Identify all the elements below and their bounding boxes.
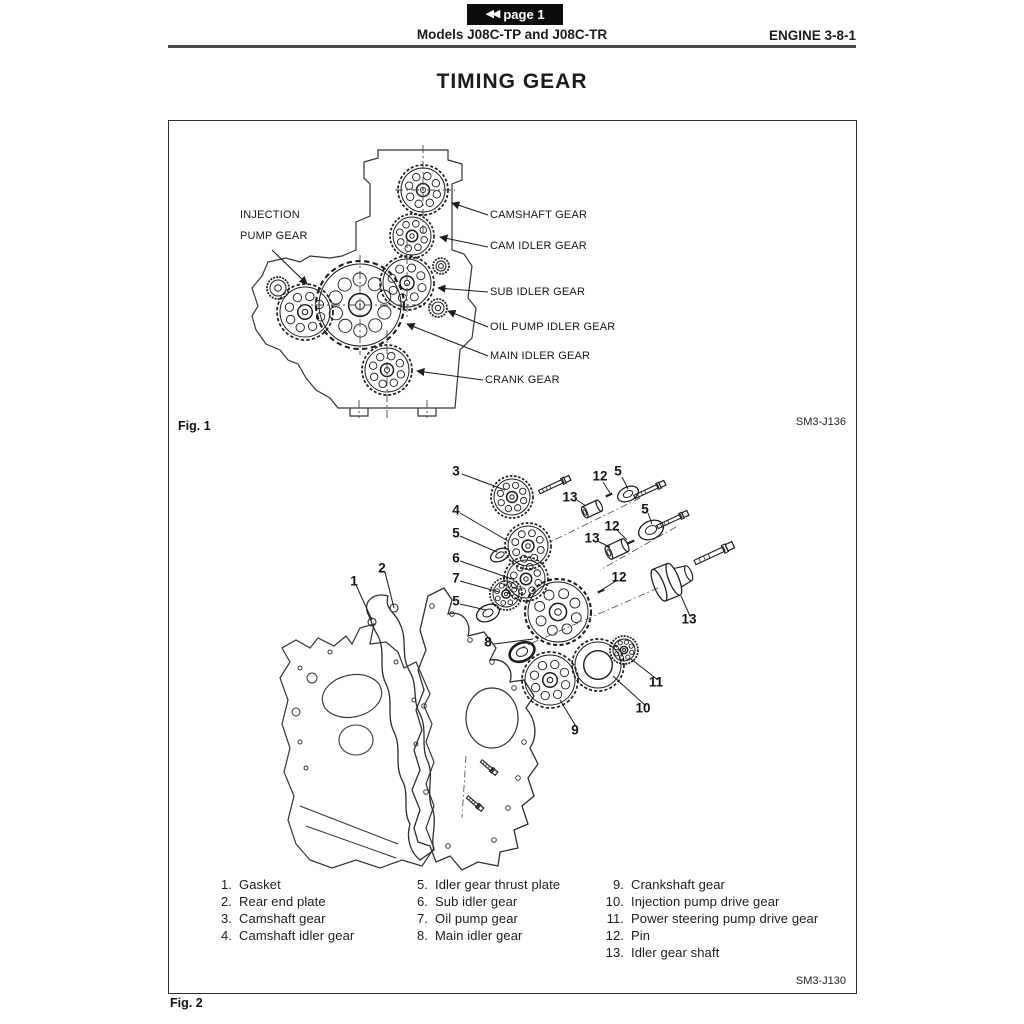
parts-item-name: Camshaft idler gear (239, 928, 355, 943)
fig2-callout-number: 6 (452, 550, 460, 566)
fig1-label-camshaft-gear: CAMSHAFT GEAR (490, 209, 588, 221)
fig2-callout-number: 13 (584, 530, 600, 546)
parts-item-name: Main idler gear (435, 928, 523, 943)
parts-list-col2 (404, 876, 560, 944)
fig2-callout-number: 5 (452, 593, 460, 609)
fig2-callout-number: 5 (641, 501, 649, 517)
parts-list-item (208, 876, 354, 893)
parts-list-item (404, 893, 560, 910)
parts-list-item (600, 944, 818, 961)
parts-list-item (208, 893, 354, 910)
parts-item-number: 12. (605, 928, 624, 943)
fig1-label-cam-idler-gear: CAM IDLER GEAR (490, 240, 587, 252)
fig1-label-injection-pump-gear: INJECTION PUMP GEAR (240, 209, 308, 242)
fig2-callout-number: 9 (571, 722, 579, 738)
parts-item-number: 1. (220, 877, 232, 892)
fig2-callout-number: 12 (611, 569, 627, 585)
fig1-label-crank-gear: CRANK GEAR (485, 374, 560, 386)
fig2-callout-number: 2 (378, 560, 386, 576)
header-section-code: ENGINE 3-8-1 (768, 28, 856, 43)
fig1-caption: Fig. 1 (178, 419, 211, 433)
page-back-label: page 1 (503, 7, 545, 22)
fig2-callout-number: 11 (648, 674, 664, 690)
parts-item-name: Rear end plate (239, 894, 326, 909)
parts-item-name: Injection pump drive gear (631, 894, 780, 909)
parts-list-item (600, 893, 818, 910)
fig2-callout-number: 7 (452, 570, 460, 586)
parts-item-name: Gasket (239, 877, 281, 892)
parts-list-item (404, 876, 560, 893)
parts-item-name: Oil pump gear (435, 911, 518, 926)
fig2-callout-number: 5 (614, 463, 622, 479)
parts-item-number: 7. (416, 911, 428, 926)
fig2-callout-number: 3 (452, 463, 460, 479)
page-title: TIMING GEAR (436, 70, 588, 93)
parts-item-name: Idler gear shaft (631, 945, 720, 960)
rewind-icon: ◀◀ (485, 8, 499, 20)
fig1-label-oil-pump-idler-gear: OIL PUMP IDLER GEAR (490, 321, 616, 333)
parts-list-item (600, 927, 818, 944)
parts-item-name: Power steering pump drive gear (631, 911, 819, 926)
fig2-callout-number: 8 (484, 634, 492, 650)
parts-item-number: 8. (416, 928, 428, 943)
parts-list-item (404, 910, 560, 927)
header-models: Models J08C-TP and J08C-TR (416, 27, 608, 42)
parts-item-number: 6. (416, 894, 428, 909)
parts-list-item (600, 876, 818, 893)
parts-item-name: Camshaft gear (239, 911, 326, 926)
fig1-code: SM3-J136 (795, 416, 846, 428)
fig2-callout-number: 13 (562, 489, 578, 505)
parts-item-number: 4. (220, 928, 232, 943)
parts-list-col1 (208, 876, 354, 944)
fig1-label-sub-idler-gear: SUB IDLER GEAR (490, 286, 586, 298)
fig2-callout-number: 12 (592, 468, 608, 484)
parts-item-number: 3. (220, 911, 232, 926)
parts-item-number: 2. (220, 894, 232, 909)
parts-item-number: 11. (606, 911, 624, 926)
fig2-callout-number: 13 (681, 611, 697, 627)
fig2-callout-number: 5 (452, 525, 460, 541)
page-back-button[interactable] (467, 4, 563, 25)
parts-list-item (208, 927, 354, 944)
fig2-callout-number: 1 (350, 573, 358, 589)
parts-item-name: Sub idler gear (435, 894, 518, 909)
fig2-callout-number: 4 (452, 502, 460, 518)
parts-item-number: 5. (416, 877, 428, 892)
parts-list-item (404, 927, 560, 944)
fig2-code: SM3-J130 (795, 975, 846, 987)
parts-list-item (600, 910, 818, 927)
parts-list-col3 (600, 876, 818, 961)
fig2-callout-number: 12 (604, 518, 620, 534)
parts-item-name: Pin (631, 928, 651, 943)
header-rule (168, 45, 856, 48)
fig2-callout-number: 10 (635, 700, 651, 716)
parts-item-number: 10. (605, 894, 624, 909)
parts-item-name: Idler gear thrust plate (435, 877, 561, 892)
parts-item-name: Crankshaft gear (631, 877, 725, 892)
fig2-caption: Fig. 2 (170, 996, 203, 1010)
parts-list-item (208, 910, 354, 927)
parts-item-number: 9. (612, 877, 624, 892)
fig1-label-main-idler-gear: MAIN IDLER GEAR (490, 350, 591, 362)
parts-item-number: 13. (605, 945, 624, 960)
